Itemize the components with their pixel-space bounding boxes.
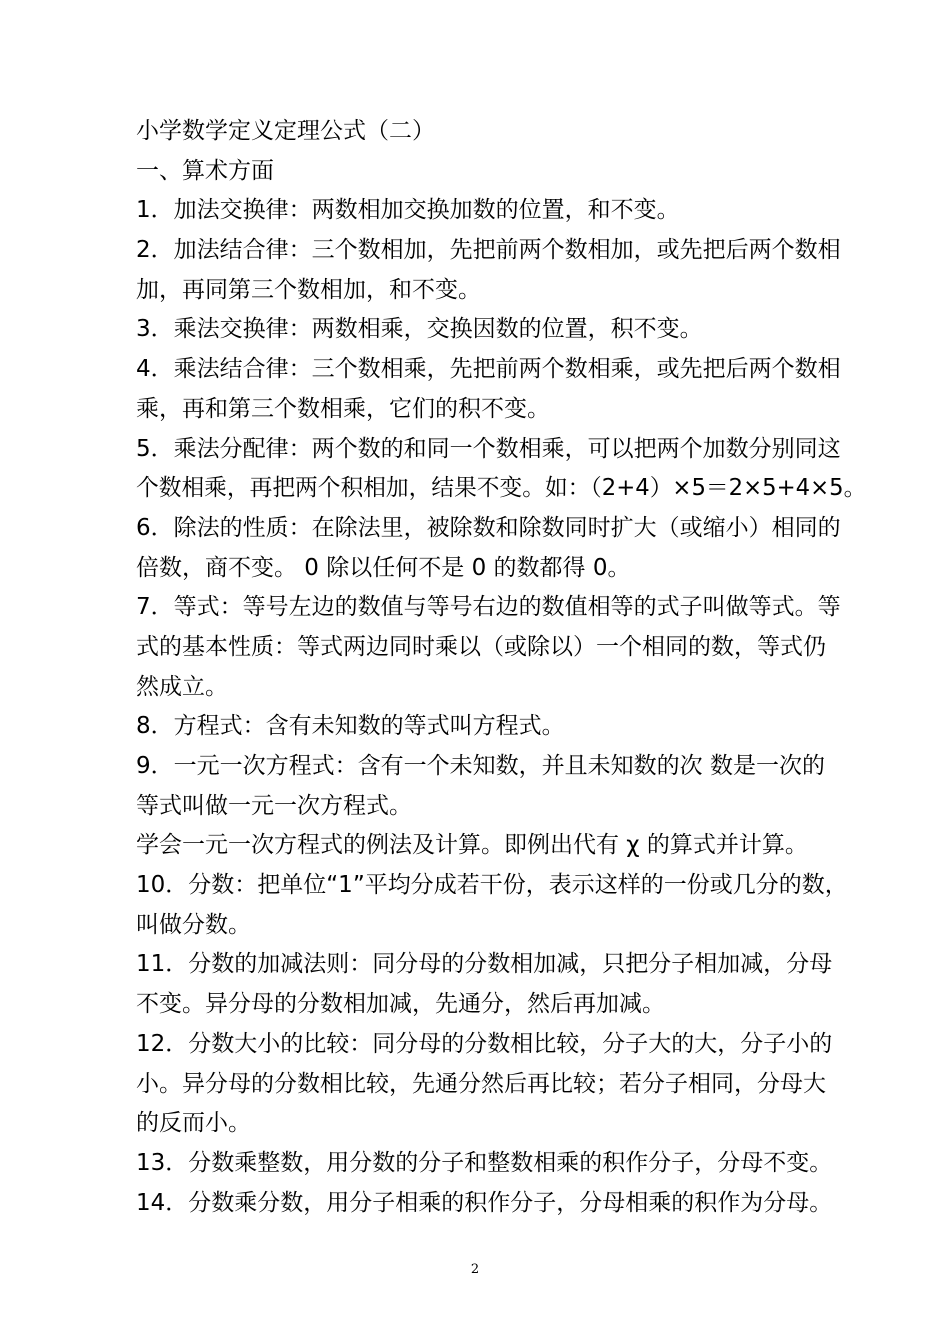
- text-line: 14．分数乘分数，用分子相乘的积作分子，分母相乘的积作为分母。: [136, 1189, 833, 1216]
- text-line: 然成立。: [136, 673, 228, 700]
- text-line: 13．分数乘整数，用分数的分子和整数相乘的积作分子，分母不变。: [136, 1149, 833, 1176]
- text-line: 倍数，商不变。 0 除以任何不是 0 的数都得 0。: [136, 554, 631, 581]
- text-line: 1．加法交换律：两数相加交换加数的位置，和不变。: [136, 197, 680, 224]
- page-number: 2: [470, 1262, 480, 1277]
- text-line: 11．分数的加减法则：同分母的分数相加减，只把分子相加减，分母: [136, 951, 833, 978]
- text-line: 不变。异分母的分数相加减，先通分，然后再加减。: [136, 991, 665, 1018]
- text-line: 7．等式：等号左边的数值与等号右边的数值相等的式子叫做等式。等: [136, 594, 841, 621]
- text-line: 6．除法的性质：在除法里，被除数和除数同时扩大（或缩小）相同的: [136, 514, 841, 541]
- document-title: 小学数学定义定理公式（二）: [136, 118, 435, 144]
- text-line: 5．乘法分配律：两个数的和同一个数相乘，可以把两个加数分别同这: [136, 435, 841, 462]
- text-line: 个数相乘，再把两个积相加，结果不变。如：（2+4）×5＝2×5+4×5。: [136, 475, 867, 502]
- text-line: 学会一元一次方程式的例法及计算。即例出代有 χ 的算式并计算。: [136, 832, 808, 859]
- text-line: 小。异分母的分数相比较，先通分然后再比较；若分子相同，分母大: [136, 1070, 826, 1097]
- text-line: 4．乘法结合律：三个数相乘，先把前两个数相乘，或先把后两个数相: [136, 356, 841, 383]
- text-line: 乘，再和第三个数相乘，它们的积不变。: [136, 395, 550, 422]
- text-line: 3．乘法交换律：两数相乘，交换因数的位置，积不变。: [136, 316, 703, 343]
- text-line: 加，再同第三个数相加，和不变。: [136, 276, 481, 303]
- section-heading: 一、算术方面: [136, 157, 274, 184]
- text-line: 10．分数：把单位“1”平均分成若干份，表示这样的一份或几分的数，: [136, 872, 848, 899]
- text-line: 2．加法结合律：三个数相加，先把前两个数相加，或先把后两个数相: [136, 237, 841, 264]
- text-line: 式的基本性质：等式两边同时乘以（或除以）一个相同的数，等式仍: [136, 633, 826, 660]
- text-line: 的反而小。: [136, 1110, 251, 1137]
- document-body: [136, 112, 866, 1223]
- text-line: 8．方程式：含有未知数的等式叫方程式。: [136, 713, 565, 740]
- text-line: 9．一元一次方程式：含有一个未知数，并且未知数的次 数是一次的: [136, 753, 825, 779]
- text-line: 叫做分数。: [136, 911, 251, 938]
- text-line: 等式叫做一元一次方程式。: [136, 792, 412, 819]
- text-line: 12．分数大小的比较：同分母的分数相比较，分子大的大，分子小的: [136, 1030, 833, 1057]
